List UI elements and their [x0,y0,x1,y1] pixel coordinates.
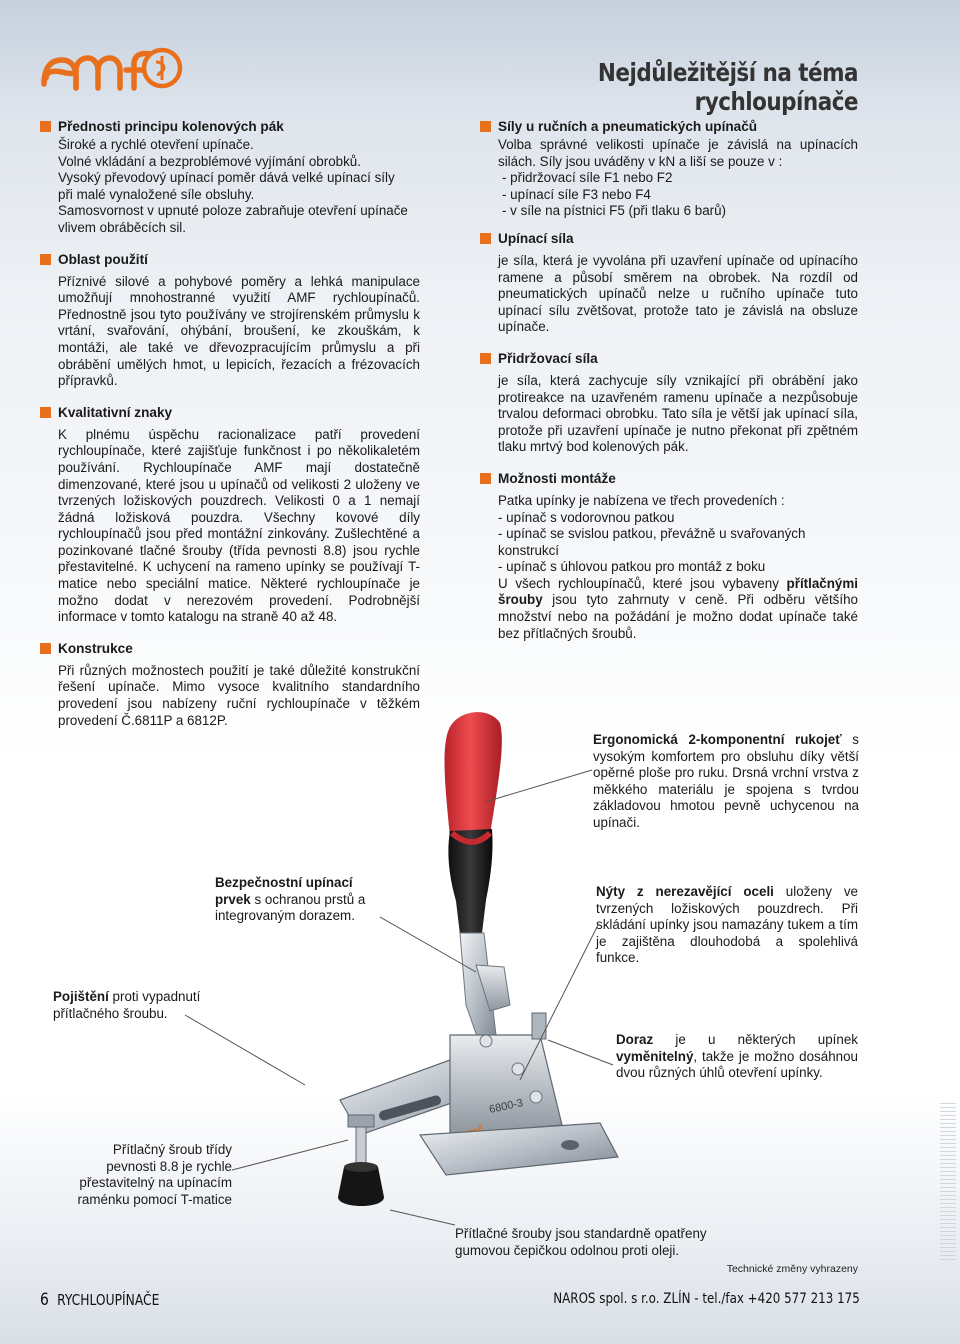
callout-rubber-caps: Přítlačné šrouby jsou standardně opatřeny gumovou čepičkou odolnou proti oleji. [455,1226,707,1258]
callout-pressure-screw: Přítlačný šroub třídy pevnosti 8.8 je rychle přestavitelný na upínacím raménku pomocí T-matice [77,1142,232,1207]
list-item: při malé vynaložené síle obsluhy. [58,186,255,202]
bullet-square-icon [480,473,491,484]
list-item: vlivem obráběcích sil. [58,219,187,235]
bullet-square-icon [40,643,51,654]
mounting-block [480,493,858,642]
section-title-forces: Síly u ručních a pneumatických upínačů [480,118,858,135]
callout-safety-element: Bezpečnostní upínací prvek s ochranou prstů a integrovaným dorazem. [215,875,366,924]
section-title-usage: Oblast použití [40,251,420,268]
rivet-icon [480,1035,492,1047]
model-marking: 6800-3 [488,1097,525,1116]
callout-rivets: Nýty z nerezavějící oceli uloženy ve tvrzených ložiskových pouzdrech. Při skládání upínky jsou namazány tukem a tím je zajištěna dlouhodobá a spolehlivá funkce. [596,884,858,966]
mounting-hole [561,1140,579,1150]
list-item: - upínač s úhlovou patkou pro montáž z boku [498,559,766,575]
bullet-square-icon [480,121,491,132]
list-item: - upínací síle F3 nebo F4 [502,186,651,202]
holding-force-text: je síla, která zachycuje síly vznikající při obrábění jako protireakce na uzavřeném ramenu upínače a nezpůsobuje trvalou deformaci obrobku. Tato síla je větší jak upínací síla, protože při uzavření upínače je nutno překonat při zpětném tlaku mrtvý bod kolenových pák. [498,372,858,455]
rivet-icon [512,1063,524,1075]
bullet-square-icon [480,353,491,364]
section-title-holding-force: Přidržovací síla [480,350,858,367]
handle-grip-black [448,829,492,935]
handle-grip-red [445,712,502,837]
rivet-icon [530,1091,542,1103]
list-item: - přidržovací síle F1 nebo F2 [502,170,673,186]
mounting-text: U všech rychloupínačů, které jsou vybaveny přítlačnými šrouby jsou tyto zahrnuty v ceně. Při odběru většího množství nebo na požádání je možno dodat upínače také bez přítlačných šroubů. [498,575,858,641]
clamping-force-text: je síla, která je vyvolána při uzavření upínače od upínacího ramene a působí směrem na obrobek. Na rozdíl od pneumatických upínačů nelze u ručního upínače tuto upínací sílu zvětšovat, protože tato je závislá na obsluze upínače. [498,252,858,335]
lever-principle-list [40,137,420,237]
technical-note: Technické změny vyhrazeny [726,1263,858,1275]
forces-text: Volba správné velikosti upínače je závislá na upínacích silách. Síly jsou uváděny v kN a liší se pouze v : [498,137,858,169]
construction-text: Při různých možnostech použití je také důležité konstrukční řešení upínače. Mimo vysoce kvalitního standardního provedení jsou nabízeny ruční rychloupínače v těžkém provedení Č.6811P a 6812P. [58,662,420,728]
footer-company: NAROS spol. s r.o. ZLÍN - tel./fax +420 577 213 175 [553,1291,860,1307]
mounting-intro: Patka upínky je nabízena ve třech provedeních : [498,492,785,508]
footer-section [40,1290,159,1310]
section-title-clamping-force: Upínací síla [480,230,858,247]
callout-stop: Doraz je u některých upínek vyměnitelný, takže je možno dosáhnou dvou různých úhlů otevření upínky. [616,1032,858,1081]
bullet-square-icon [40,121,51,132]
bullet-square-icon [480,233,491,244]
clamp-body [450,1035,562,1135]
list-item: Volné vkládání a bezproblémové vyjímání obrobků. [58,153,361,169]
stop-screw [532,1013,546,1039]
section-title-mounting: Možnosti montáže [480,470,858,487]
logo-text: amf [38,44,40,45]
list-item: - upínač se svislou patkou, převážně u svařovaných konstrukcí [498,526,806,558]
bullet-square-icon [40,254,51,265]
callout-screw-lock: Pojištění proti vypadnutí přítlačného šroubu. [53,989,201,1021]
list-item: Vysoký převodový upínací poměr dává velké upínací síly [58,170,395,186]
section-title-lever-principle: Přednosti principu kolenových pák [40,118,420,135]
callout-ergonomic-handle: Ergonomická 2-komponentní rukojeť s vysokým komfortem pro obsluhu díky větší opěrné ploše pro ruku. Drsná vrchní vrstva z měkkého materiálu je spojena s tvrdou základovou hmotou pevně uchycenou na upínači. [593,732,859,830]
page-headline: Nejdůležitější na téma rychloupínače [597,58,858,116]
list-item: Široké a rychlé otevření upínače. [58,137,254,152]
toggle-clamp-illustration [300,705,630,1230]
bullet-square-icon [40,407,51,418]
list-item: - upínač s vodorovnou patkou [498,509,675,525]
amf-logo [38,44,184,96]
list-item: - v síle na pístnici F5 (při tlaku 6 barů) [502,203,727,219]
decorative-edge-lines [940,1100,956,1260]
quality-text: K plnému úspěchu racionalizace patří provedení rychloupínače, které zajišťuje funkčnost i po několikaletém používání. Rychloupínače AMF mají dostatečně dimenzované, které jsou u upínačů od velikosti 2 uloženy ve tvrzených ložiskových pouzdrech. Velikosti 0 a 1 nemají žádná ložisková pouzdra. Všechny kovové díly rychloupínačů jsou před montážní zinkovány. Zušlechtěné a pozinkované tlačné šrouby (třída pevnosti 8.8) jsou rychle přestavitelné. K uchycení na rameno upínky se používají T-matice nebo speciální matice. Některé rychloupínače je možno dodat v nerezovém provedení. Podrobnější informace v tomto katalogu na straně 40 až 48. [58,426,420,625]
t-nut [348,1115,374,1127]
rubber-cap [338,1167,384,1206]
section-title-construction: Konstrukce [40,640,420,657]
right-column [480,118,858,642]
usage-text: Příznivé silové a pohybové poměry a lehká manipulace umožňují mnohostranné využití AMF rychloupínačů. Přednostně jsou tyto používány ve strojírenském průmyslu k vrtání, svařování, ohýbání, broušení, ke zkouškám, k montáži, ale také ve dřevozpracujícím průmyslu a při obrábění umělých hmot, u lepicích, řezacích a frézovacích přípravků. [58,273,420,389]
list-item: Samosvornost v upnuté poloze zabraňuje otevření upínače [58,203,408,219]
page-number: 6 [40,1290,49,1310]
left-column [40,118,420,729]
forces-list [480,170,858,220]
section-name: RYCHLOUPÍNAČE [57,1291,160,1309]
section-title-quality: Kvalitativní znaky [40,404,420,421]
